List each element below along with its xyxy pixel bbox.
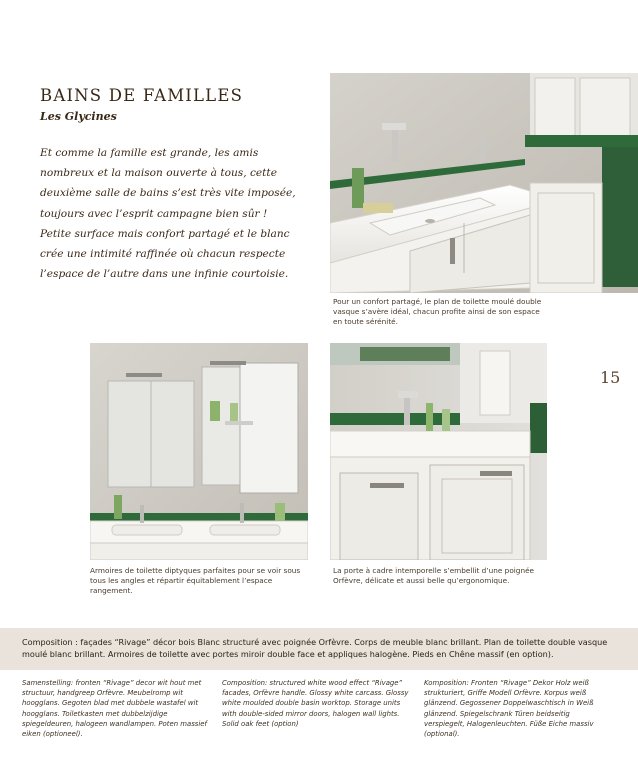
composition-text-nl: Samenstelling: fronten “Rivage” decor wit hout met structuur, handgreep Orfèvre. Meubelromp wit hoogglans. Gegoten blad met dubbele wastafel wit hoogglans. Toiletkasten met dubbelzijdige spiegeldeuren, halogeen wandlampen. Poten massief eiken (optioneel). xyxy=(22,679,207,739)
caption-mirror-cabinets: Armoires de toilette diptyques parfaites pour se voir sous tous les angles et répartir équitablement l’espace rangement. xyxy=(90,566,301,596)
cabinet-door-illustration xyxy=(330,343,547,560)
double-vanity-illustration xyxy=(330,73,638,293)
translations xyxy=(0,672,638,758)
photo-cabinet-door xyxy=(330,343,547,560)
composition-text-de: Komposition: Fronten “Rivage” Dekor Holz weiß strukturiert, Griffe Modell Orfèvre. Korpus weiß glänzend. Gegossener Doppelwaschtisch in Weiß glänzend. Spiegelschrank Türen beidseitig verspiegelt, Halogenleuchten. Füße Eiche massiv (optional). xyxy=(424,679,594,739)
composition-text-en: Composition: structured white wood effect “Rivage” facades, Orfèvre handle. Glossy white carcass. Glossy white moulded double basin worktop. Storage units with double-sided mirror doors, halogen wall lights. Solid oak feet (option) xyxy=(222,679,409,728)
page-title: BAINS DE FAMILLES xyxy=(40,86,244,105)
intro-paragraph: Et comme la famille est grande, les amis nombreux et la maison ouverte à tous, cette deuxième salle de bains s’est très vite imposée, toujours avec l’esprit campagne bien sûr ! Petite surface mais confort partagé et le blanc crée une intimité raffinée où chacun respecte l’espace de l’autre dans une infinie courtoisie. xyxy=(40,147,296,281)
photo-double-vanity xyxy=(330,73,638,293)
caption-cabinet-door: La porte à cadre intemporelle s’embellit d’une poignée Orfèvre, délicate et aussi belle qu’ergonomique. xyxy=(333,566,535,586)
page-subtitle: Les Glycines xyxy=(40,110,117,123)
caption-double-vanity: Pour un confort partagé, le plan de toilette moulé double vasque s’avère idéal, chacun profite ainsi de son espace en toute sérénité. xyxy=(333,297,542,327)
mirror-cabinets-illustration xyxy=(90,343,308,560)
photo-mirror-cabinets xyxy=(90,343,308,560)
composition-text-fr: Composition : façades “Rivage” décor bois Blanc structuré avec poignée Orfèvre. Corps de meuble blanc brillant. Plan de toilette double vasque moulé blanc brillant. Armoires de toilette avec portes miroir double face et appliques halogène. Pieds en Chêne massif (en option). xyxy=(22,637,608,659)
page-number: 15 xyxy=(600,368,621,387)
